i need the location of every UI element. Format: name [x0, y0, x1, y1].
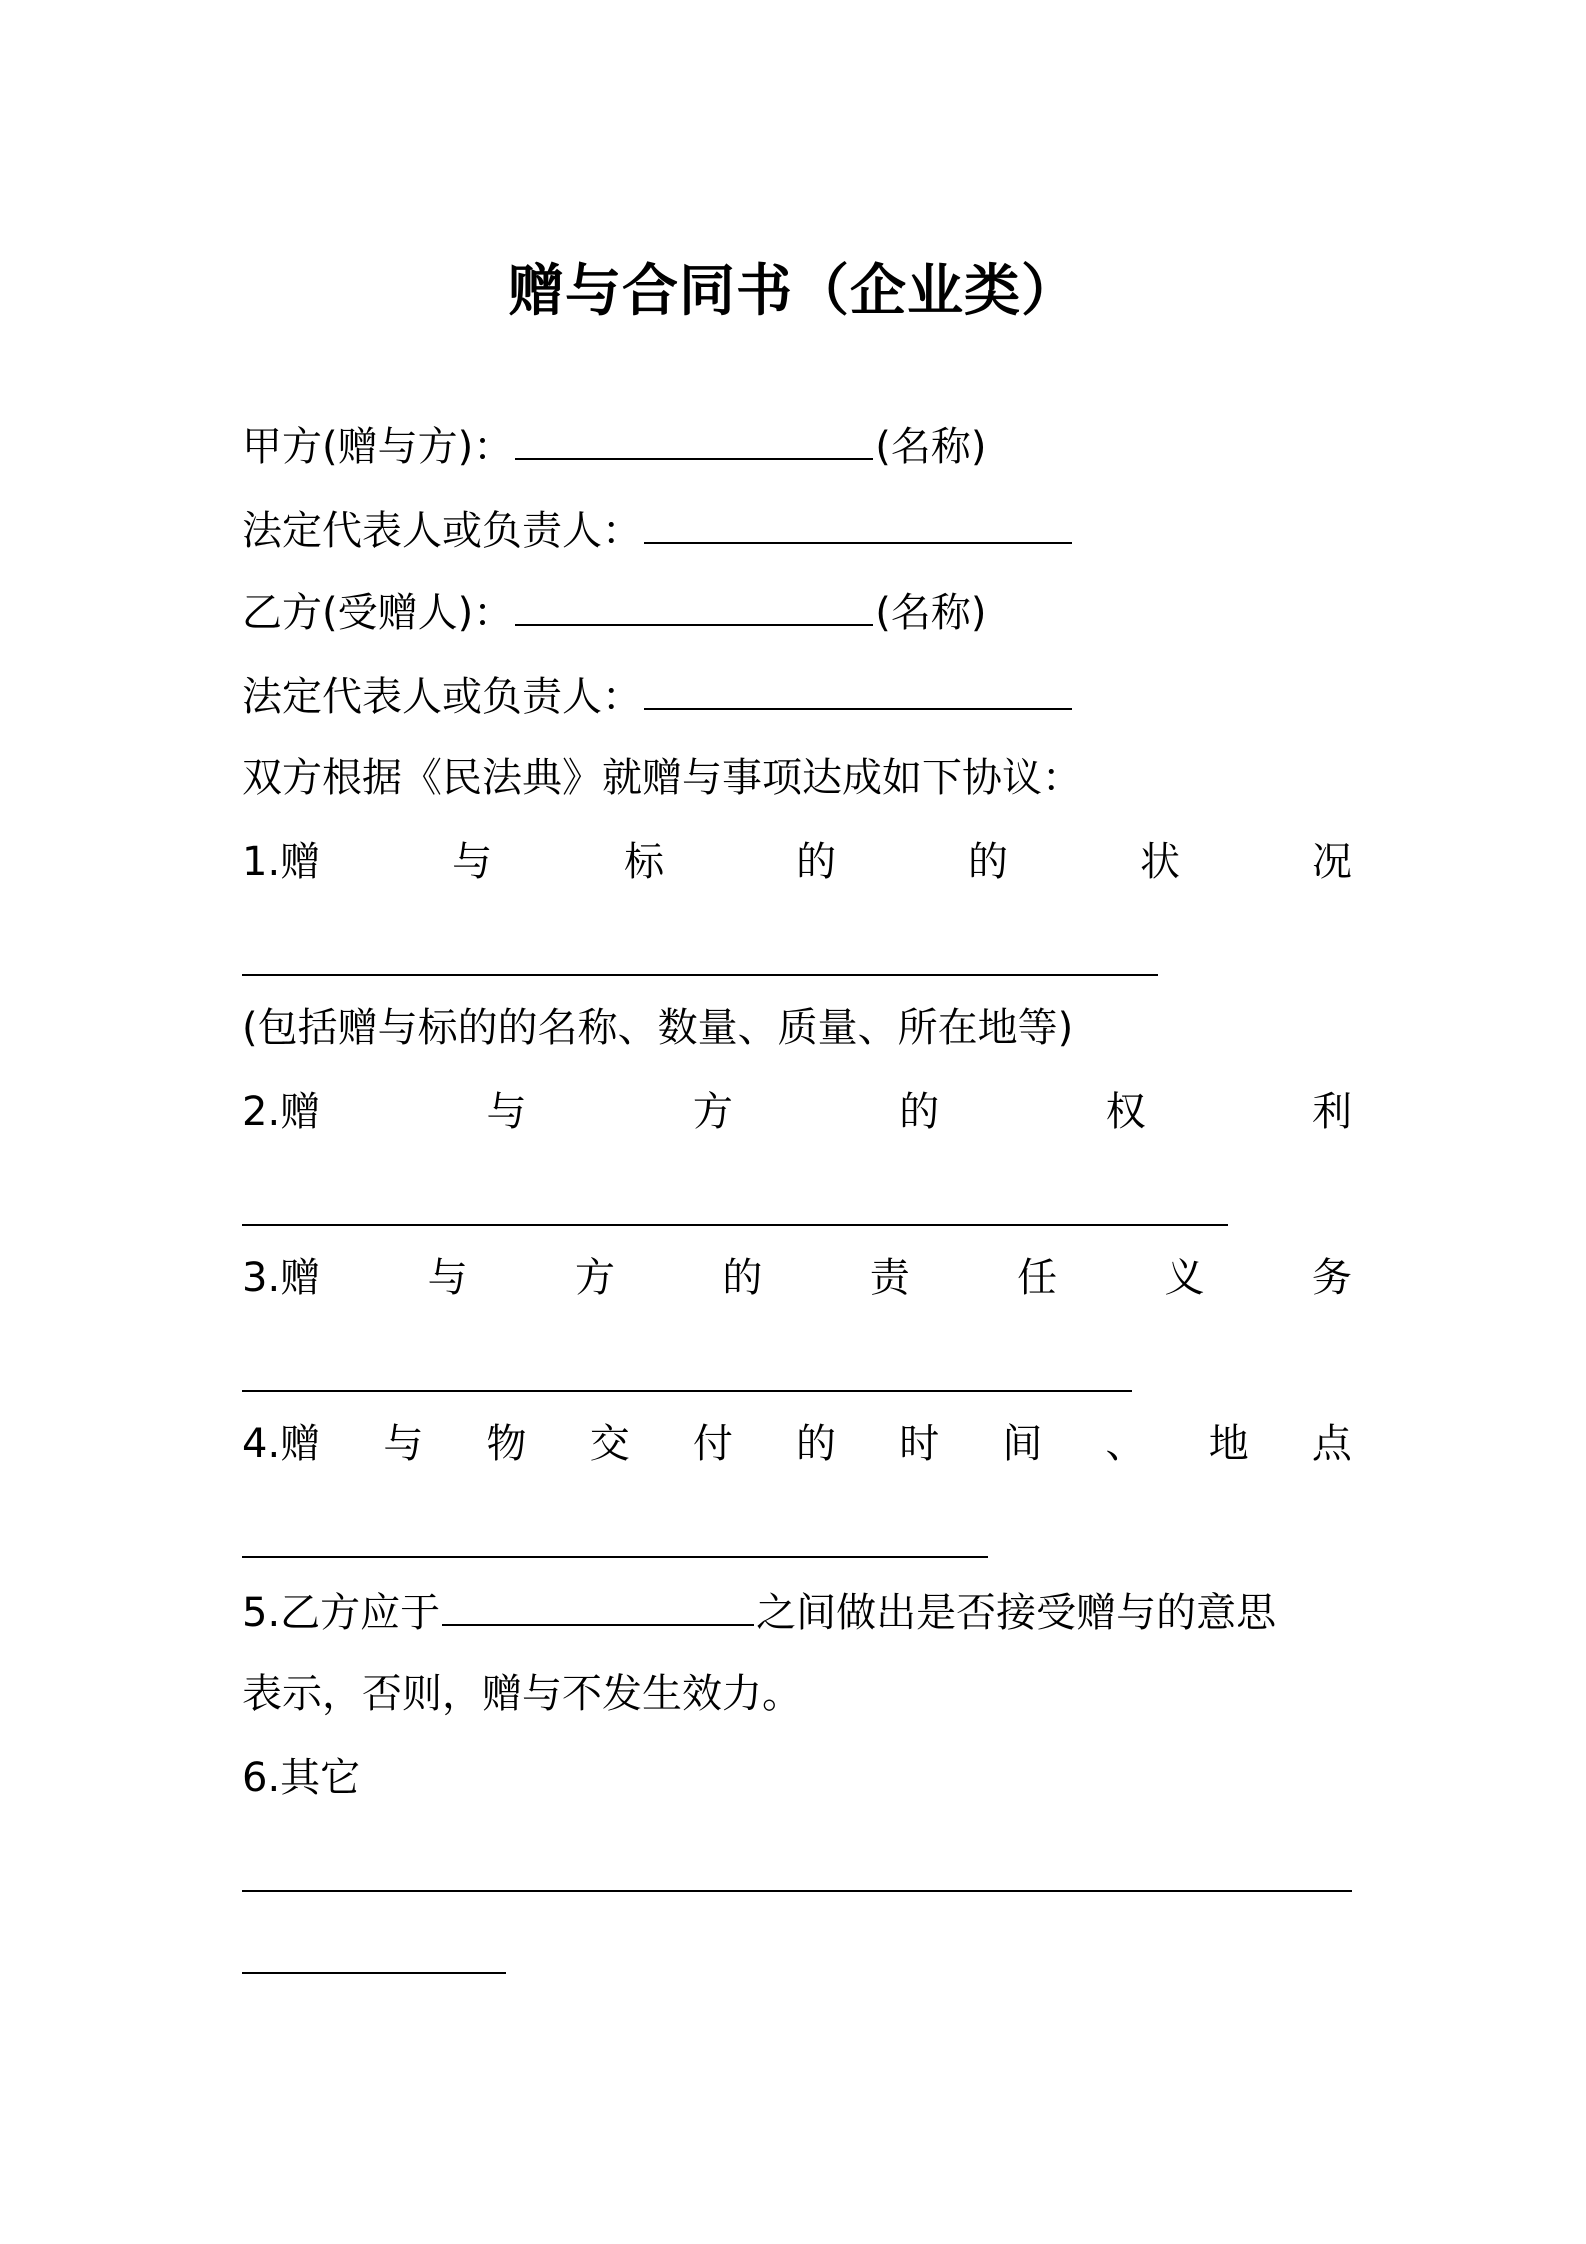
clause-1-note: (包括赠与标的的名称、数量、质量、所在地等): [242, 1005, 1074, 1051]
clause-6-label: 6.其它: [242, 1755, 361, 1801]
party-b-label: 乙方(受赠人)：: [242, 590, 514, 636]
clause-3-char: 的: [722, 1255, 763, 1301]
clause-4-char: 间: [1002, 1421, 1043, 1467]
clause-4-char: 物: [486, 1421, 527, 1467]
clause-2-char: 利: [1311, 1089, 1352, 1135]
clause-6-blank-1: [242, 1890, 1352, 1892]
party-a-rep-label: 法定代表人或负责人：: [242, 508, 642, 554]
party-a-rep-blank: [644, 498, 1072, 544]
clause-1-char: 的: [968, 839, 1009, 885]
clause-1-blank: [242, 974, 1158, 976]
clause-4-char: 交: [589, 1421, 630, 1467]
clause-5-line-1: [242, 1580, 1276, 1643]
party-a-rep-line: [242, 498, 1074, 561]
clause-5-period-blank: [442, 1580, 754, 1626]
clause-3-char: 方: [574, 1255, 615, 1301]
party-a-line: [242, 414, 986, 477]
party-b-name-blank: [515, 580, 873, 626]
clause-2-char: 与: [486, 1089, 527, 1135]
clause-1-heading: [242, 832, 1352, 892]
party-b-rep-blank: [644, 664, 1072, 710]
clause-3-char: 3.赠: [242, 1255, 321, 1301]
clause-2-char: 方: [692, 1089, 733, 1135]
clause-4-char: 与: [383, 1421, 424, 1467]
clause-3-char: 与: [427, 1255, 468, 1301]
clause-2-blank: [242, 1224, 1228, 1226]
party-b-line: [242, 580, 986, 643]
party-a-label: 甲方(赠与方)：: [242, 424, 514, 470]
clause-3-char: 任: [1017, 1255, 1058, 1301]
clause-3-char: 责: [869, 1255, 910, 1301]
clause-4-heading: [242, 1414, 1352, 1474]
clause-5-suffix: 之间做出是否接受赠与的意思: [756, 1590, 1277, 1636]
clause-1-char: 1.赠: [242, 839, 321, 885]
clause-6-blank-2: [242, 1972, 506, 1974]
intro-text: 双方根据《民法典》就赠与事项达成如下协议：: [242, 755, 1082, 801]
clause-1-char: 与: [452, 839, 493, 885]
clause-4-char: 点: [1311, 1421, 1352, 1467]
party-b-rep-line: [242, 664, 1074, 727]
clause-4-char: 、: [1105, 1421, 1146, 1467]
clause-2-char: 2.赠: [242, 1089, 321, 1135]
clause-4-char: 4.赠: [242, 1421, 321, 1467]
clause-3-char: 义: [1164, 1255, 1205, 1301]
clause-2-heading: [242, 1082, 1352, 1142]
clause-3-char: 务: [1311, 1255, 1352, 1301]
clause-5-prefix: 5.乙方应于: [242, 1590, 441, 1636]
clause-1-char: 标: [624, 839, 665, 885]
clause-3-heading: [242, 1248, 1352, 1308]
clause-4-char: 地: [1208, 1421, 1249, 1467]
party-b-rep-label: 法定代表人或负责人：: [242, 674, 642, 720]
document-title: 赠与合同书（企业类）: [508, 259, 1078, 324]
clause-1-char: 的: [796, 839, 837, 885]
clause-4-blank: [242, 1556, 988, 1558]
clause-4-char: 时: [899, 1421, 940, 1467]
clause-1-char: 况: [1311, 839, 1352, 885]
clause-1-char: 状: [1140, 839, 1181, 885]
clause-4-char: 付: [692, 1421, 733, 1467]
clause-2-char: 权: [1105, 1089, 1146, 1135]
clause-3-blank: [242, 1390, 1132, 1392]
clause-2-char: 的: [899, 1089, 940, 1135]
clause-4-char: 的: [796, 1421, 837, 1467]
party-b-suffix: (名称): [875, 590, 987, 636]
party-a-suffix: (名称): [875, 424, 987, 470]
clause-5-line-2: 表示，否则，赠与不发生效力。: [242, 1671, 802, 1717]
party-a-name-blank: [515, 414, 873, 460]
